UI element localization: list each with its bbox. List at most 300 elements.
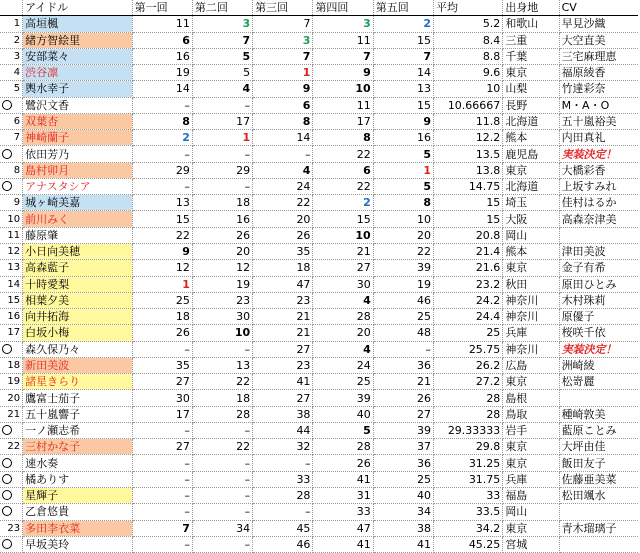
round5-cell[interactable]: 10 [373,211,433,227]
round2-cell[interactable]: 16 [192,211,252,227]
birthplace-cell[interactable]: 島根 [503,390,559,406]
average-cell[interactable]: 14.75 [434,178,503,194]
rank-cell[interactable]: 7 [0,130,23,146]
cv-cell[interactable]: 木村珠莉 [559,292,638,308]
round3-cell[interactable]: 20 [253,211,313,227]
average-cell[interactable]: 31.25 [434,455,503,471]
round2-cell[interactable]: 19 [192,276,252,292]
round3-cell[interactable]: 3 [253,32,313,48]
round4-cell[interactable]: 25 [313,374,373,390]
cv-header[interactable]: CV [559,0,638,16]
rank-cell[interactable]: 19 [0,374,23,390]
round3-cell[interactable]: 7 [253,16,313,32]
idol-name-cell[interactable]: 三村かな子 [23,439,133,455]
round1-cell[interactable]: 27 [132,374,192,390]
round2-cell[interactable]: 5 [192,65,252,81]
round3-cell[interactable]: 47 [253,276,313,292]
table-row[interactable] [0,504,638,520]
idol-name-cell[interactable]: 森久保乃々 [23,341,133,357]
cv-cell[interactable]: 津田美波 [559,243,638,259]
round2-cell[interactable]: 18 [192,195,252,211]
rank-cell[interactable]: 1 [0,16,23,32]
round2-cell[interactable]: 23 [192,292,252,308]
idol-name-cell[interactable]: 速水奏 [23,455,133,471]
round4-cell[interactable]: 6 [313,162,373,178]
round2-cell[interactable]: – [192,471,252,487]
birthplace-cell[interactable]: 山梨 [503,81,559,97]
round1-cell[interactable]: 1 [132,276,192,292]
birthplace-cell[interactable]: 広島 [503,357,559,373]
rank-cell[interactable]: 22 [0,439,23,455]
round5-cell[interactable]: 19 [373,276,433,292]
idol-name-cell[interactable]: 多田李衣菜 [23,520,133,536]
average-cell[interactable]: 28 [434,406,503,422]
idol-name-cell[interactable]: 早坂美玲 [23,536,133,552]
idol-name-cell[interactable]: 高垣楓 [23,16,133,32]
idol-name-cell[interactable]: 渋谷凛 [23,65,133,81]
birthplace-cell[interactable]: 北海道 [503,178,559,194]
birthplace-cell[interactable]: 福島 [503,487,559,503]
rank-cell[interactable]: 2 [0,32,23,48]
cv-cell[interactable] [559,227,638,243]
birthplace-cell[interactable]: 兵庫 [503,325,559,341]
table-row[interactable] [0,276,638,292]
round4-cell[interactable]: 5 [313,422,373,438]
round2-cell[interactable]: 29 [192,162,252,178]
round1-cell[interactable]: – [132,504,192,520]
table-row[interactable] [0,81,638,97]
round1-cell[interactable]: 27 [132,439,192,455]
round1-cell[interactable]: – [132,178,192,194]
round3-cell[interactable]: 28 [253,487,313,503]
birthplace-cell[interactable]: 千葉 [503,48,559,64]
average-cell[interactable]: 15 [434,195,503,211]
average-cell[interactable]: 24.4 [434,309,503,325]
round3-cell[interactable]: 22 [253,195,313,211]
cv-cell[interactable]: 上坂すみれ [559,178,638,194]
rank-cell[interactable] [0,97,23,113]
table-row[interactable] [0,16,638,32]
round5-cell[interactable]: – [373,341,433,357]
round4-cell[interactable]: 47 [313,520,373,536]
round3-cell[interactable]: 27 [253,390,313,406]
table-row[interactable] [0,292,638,308]
round5-header[interactable]: 第五回 [373,0,433,16]
round3-cell[interactable]: 26 [253,227,313,243]
idol-name-cell[interactable]: 神崎蘭子 [23,130,133,146]
round5-cell[interactable]: 8 [373,195,433,211]
idol-name-cell[interactable]: 前川みく [23,211,133,227]
round4-cell[interactable]: 11 [313,97,373,113]
round1-cell[interactable]: 15 [132,211,192,227]
cv-cell[interactable]: 五十嵐裕美 [559,113,638,129]
table-row[interactable] [0,309,638,325]
round2-cell[interactable]: – [192,455,252,471]
round1-cell[interactable]: – [132,422,192,438]
idol-name-cell[interactable]: 星輝子 [23,487,133,503]
rank-cell[interactable]: 4 [0,65,23,81]
table-row[interactable] [0,162,638,178]
cv-cell[interactable]: M・A・O [559,97,638,113]
round1-cell[interactable]: – [132,536,192,552]
round2-cell[interactable]: – [192,146,252,162]
round2-cell[interactable]: – [192,504,252,520]
average-cell[interactable]: 15 [434,211,503,227]
cv-cell[interactable]: 実装決定！ [559,341,638,357]
birthplace-cell[interactable]: 神奈川 [503,309,559,325]
round5-cell[interactable]: 25 [373,309,433,325]
idol-name-cell[interactable]: 依田芳乃 [23,146,133,162]
rank-cell[interactable]: 16 [0,309,23,325]
average-cell[interactable]: 21.4 [434,243,503,259]
rank-cell[interactable]: 20 [0,390,23,406]
rank-header[interactable] [0,0,23,16]
round4-cell[interactable]: 8 [313,130,373,146]
table-row[interactable] [0,195,638,211]
round4-header[interactable]: 第四回 [313,0,373,16]
round5-cell[interactable]: 15 [373,97,433,113]
rank-cell[interactable] [0,536,23,552]
idol-name-cell[interactable]: アナスタシア [23,178,133,194]
round1-cell[interactable]: 16 [132,48,192,64]
round5-cell[interactable]: 46 [373,292,433,308]
rank-cell[interactable] [0,146,23,162]
average-cell[interactable]: 5.2 [434,16,503,32]
cv-cell[interactable]: 佳村はるか [559,195,638,211]
round3-cell[interactable]: 27 [253,341,313,357]
round2-cell[interactable]: – [192,536,252,552]
round3-cell[interactable]: 4 [253,162,313,178]
round5-cell[interactable]: 36 [373,357,433,373]
round3-cell[interactable]: 46 [253,536,313,552]
round3-cell[interactable]: 45 [253,520,313,536]
round3-cell[interactable]: 1 [253,65,313,81]
birthplace-cell[interactable]: 大阪 [503,211,559,227]
rank-cell[interactable]: 8 [0,162,23,178]
round1-cell[interactable]: 6 [132,32,192,48]
rank-cell[interactable]: 17 [0,325,23,341]
birthplace-cell[interactable]: 東京 [503,455,559,471]
birthplace-cell[interactable]: 宮城 [503,536,559,552]
rank-cell[interactable] [0,504,23,520]
round1-cell[interactable]: 29 [132,162,192,178]
table-row[interactable] [0,422,638,438]
round2-cell[interactable]: – [192,422,252,438]
cv-cell[interactable]: 青木瑠璃子 [559,520,638,536]
rank-cell[interactable]: 21 [0,406,23,422]
round4-cell[interactable]: 27 [313,260,373,276]
round2-cell[interactable]: – [192,341,252,357]
round4-cell[interactable]: 7 [313,48,373,64]
cv-cell[interactable] [559,536,638,552]
round1-cell[interactable]: 12 [132,260,192,276]
round5-cell[interactable]: 9 [373,113,433,129]
round3-cell[interactable]: 8 [253,113,313,129]
table-row[interactable] [0,406,638,422]
round2-cell[interactable]: 22 [192,374,252,390]
table-row[interactable] [0,357,638,373]
round1-cell[interactable]: – [132,487,192,503]
idol-name-cell[interactable]: 諸星きらり [23,374,133,390]
cv-cell[interactable]: 種崎敦美 [559,406,638,422]
round4-cell[interactable]: 10 [313,227,373,243]
table-row[interactable] [0,178,638,194]
average-cell[interactable]: 34.2 [434,520,503,536]
round3-cell[interactable]: 44 [253,422,313,438]
idol-name-cell[interactable]: 一ノ瀬志希 [23,422,133,438]
round1-cell[interactable]: 19 [132,65,192,81]
round5-cell[interactable]: 39 [373,260,433,276]
table-row[interactable] [0,65,638,81]
round5-cell[interactable]: 15 [373,32,433,48]
birthplace-cell[interactable]: 埼玉 [503,195,559,211]
cv-cell[interactable]: 松田颯水 [559,487,638,503]
round5-cell[interactable]: 1 [373,162,433,178]
average-cell[interactable]: 33 [434,487,503,503]
rank-cell[interactable] [0,487,23,503]
cv-cell[interactable]: 金子有希 [559,260,638,276]
round5-cell[interactable]: 16 [373,130,433,146]
round5-cell[interactable]: 25 [373,471,433,487]
cv-cell[interactable]: 原田ひとみ [559,276,638,292]
average-cell[interactable]: 27.2 [434,374,503,390]
rank-cell[interactable]: 11 [0,227,23,243]
average-cell[interactable]: 13.8 [434,162,503,178]
rank-cell[interactable]: 12 [0,243,23,259]
round4-cell[interactable]: 41 [313,471,373,487]
cv-cell[interactable]: 竹達彩奈 [559,81,638,97]
birthplace-cell[interactable]: 東京 [503,520,559,536]
round4-cell[interactable]: 26 [313,455,373,471]
round3-cell[interactable]: 24 [253,178,313,194]
round5-cell[interactable]: 22 [373,243,433,259]
cv-cell[interactable]: 松嵜麗 [559,374,638,390]
round4-cell[interactable]: 15 [313,211,373,227]
round1-header[interactable]: 第一回 [132,0,192,16]
round2-cell[interactable]: 12 [192,260,252,276]
average-cell[interactable]: 13.5 [434,146,503,162]
round1-cell[interactable]: 9 [132,243,192,259]
birthplace-cell[interactable]: 鹿児島 [503,146,559,162]
round4-cell[interactable]: 17 [313,113,373,129]
idol-name-cell[interactable]: 白坂小梅 [23,325,133,341]
round1-cell[interactable]: 26 [132,325,192,341]
birthplace-cell[interactable]: 岡山 [503,504,559,520]
idol-name-cell[interactable]: 鷹富士茄子 [23,390,133,406]
birthplace-cell[interactable]: 兵庫 [503,471,559,487]
rank-cell[interactable]: 15 [0,292,23,308]
table-row[interactable] [0,520,638,536]
birthplace-cell[interactable]: 三重 [503,32,559,48]
cv-cell[interactable]: 佐藤亜美菜 [559,471,638,487]
round4-cell[interactable]: 39 [313,390,373,406]
rank-cell[interactable]: 23 [0,520,23,536]
round4-cell[interactable]: 31 [313,487,373,503]
round2-cell[interactable]: – [192,97,252,113]
round5-cell[interactable]: 5 [373,178,433,194]
round2-cell[interactable]: – [192,487,252,503]
average-cell[interactable]: 11.8 [434,113,503,129]
round2-cell[interactable]: 13 [192,357,252,373]
round2-cell[interactable]: 1 [192,130,252,146]
table-row[interactable] [0,536,638,552]
cv-cell[interactable]: 実装決定！ [559,146,638,162]
round5-cell[interactable]: 20 [373,227,433,243]
round3-cell[interactable]: 32 [253,439,313,455]
round4-cell[interactable]: 9 [313,65,373,81]
cv-cell[interactable]: 桜咲千依 [559,325,638,341]
birthplace-cell[interactable]: 神奈川 [503,292,559,308]
round1-cell[interactable]: 8 [132,113,192,129]
average-cell[interactable]: 31.75 [434,471,503,487]
idol-name-cell[interactable]: 五十嵐響子 [23,406,133,422]
cv-cell[interactable]: 福原綾香 [559,65,638,81]
round1-cell[interactable]: 30 [132,390,192,406]
average-cell[interactable]: 25.75 [434,341,503,357]
average-cell[interactable]: 8.4 [434,32,503,48]
rank-cell[interactable]: 13 [0,260,23,276]
round4-cell[interactable]: 40 [313,406,373,422]
round4-cell[interactable]: 21 [313,243,373,259]
average-cell[interactable]: 20.8 [434,227,503,243]
round5-cell[interactable]: 41 [373,536,433,552]
cv-cell[interactable]: 藍原ことみ [559,422,638,438]
table-row[interactable] [0,455,638,471]
rank-cell[interactable] [0,341,23,357]
round1-cell[interactable]: 22 [132,227,192,243]
round4-cell[interactable]: 20 [313,325,373,341]
round5-cell[interactable]: 27 [373,406,433,422]
cv-cell[interactable]: 大空直美 [559,32,638,48]
round3-cell[interactable]: 33 [253,471,313,487]
round5-cell[interactable]: 14 [373,65,433,81]
idol-name-cell[interactable]: 島村卯月 [23,162,133,178]
table-row[interactable] [0,487,638,503]
round2-cell[interactable]: 34 [192,520,252,536]
round2-cell[interactable]: 18 [192,390,252,406]
round1-cell[interactable]: 7 [132,520,192,536]
round1-cell[interactable]: 25 [132,292,192,308]
cv-cell[interactable]: 早見沙織 [559,16,638,32]
round1-cell[interactable]: – [132,97,192,113]
round2-cell[interactable]: 30 [192,309,252,325]
rank-cell[interactable]: 3 [0,48,23,64]
round1-cell[interactable]: 14 [132,81,192,97]
round2-cell[interactable]: 22 [192,439,252,455]
round4-cell[interactable]: 2 [313,195,373,211]
average-cell[interactable]: 8.8 [434,48,503,64]
round5-cell[interactable]: 21 [373,374,433,390]
rank-cell[interactable] [0,471,23,487]
round3-cell[interactable]: – [253,504,313,520]
table-row[interactable] [0,260,638,276]
cv-cell[interactable]: 高森奈津美 [559,211,638,227]
cv-cell[interactable]: 洲崎綾 [559,357,638,373]
round4-cell[interactable]: 11 [313,32,373,48]
round3-cell[interactable]: 14 [253,130,313,146]
round2-cell[interactable]: 7 [192,32,252,48]
round4-cell[interactable]: 10 [313,81,373,97]
round4-cell[interactable]: 22 [313,178,373,194]
round2-cell[interactable]: 17 [192,113,252,129]
round3-cell[interactable]: 21 [253,325,313,341]
average-cell[interactable]: 33.5 [434,504,503,520]
idol-name-cell[interactable]: 相葉夕美 [23,292,133,308]
round2-header[interactable]: 第二回 [192,0,252,16]
idol-name-cell[interactable]: 高森藍子 [23,260,133,276]
round1-cell[interactable]: 13 [132,195,192,211]
idol-header[interactable]: アイドル [23,0,133,16]
table-row[interactable] [0,211,638,227]
table-row[interactable] [0,130,638,146]
cv-cell[interactable]: 大橋彩香 [559,162,638,178]
round3-cell[interactable]: 41 [253,374,313,390]
round4-cell[interactable]: 41 [313,536,373,552]
round1-cell[interactable]: 11 [132,16,192,32]
table-row[interactable] [0,32,638,48]
table-row[interactable] [0,390,638,406]
round3-cell[interactable]: – [253,455,313,471]
round5-cell[interactable]: 26 [373,390,433,406]
round3-cell[interactable]: 38 [253,406,313,422]
table-row[interactable] [0,471,638,487]
average-cell[interactable]: 24.2 [434,292,503,308]
birthplace-cell[interactable]: 長野 [503,97,559,113]
rank-cell[interactable] [0,178,23,194]
round1-cell[interactable]: – [132,146,192,162]
round5-cell[interactable]: 5 [373,146,433,162]
idol-name-cell[interactable]: 安部菜々 [23,48,133,64]
round2-cell[interactable]: 26 [192,227,252,243]
birthplace-cell[interactable]: 熊本 [503,243,559,259]
table-row[interactable] [0,227,638,243]
rank-cell[interactable]: 5 [0,81,23,97]
round5-cell[interactable]: 13 [373,81,433,97]
idol-name-cell[interactable]: 輿水幸子 [23,81,133,97]
birthplace-header[interactable]: 出身地 [503,0,559,16]
round1-cell[interactable]: 17 [132,406,192,422]
rank-cell[interactable]: 14 [0,276,23,292]
cv-cell[interactable]: 三宅麻理恵 [559,48,638,64]
average-cell[interactable]: 9.6 [434,65,503,81]
birthplace-cell[interactable]: 東京 [503,65,559,81]
table-row[interactable] [0,97,638,113]
round4-cell[interactable]: 4 [313,341,373,357]
round4-cell[interactable]: 22 [313,146,373,162]
idol-name-cell[interactable]: 乙倉悠貴 [23,504,133,520]
birthplace-cell[interactable]: 秋田 [503,276,559,292]
rank-cell[interactable]: 10 [0,211,23,227]
idol-name-cell[interactable]: 双葉杏 [23,113,133,129]
table-row[interactable] [0,48,638,64]
idol-name-cell[interactable]: 向井拓海 [23,309,133,325]
round4-cell[interactable]: 3 [313,16,373,32]
birthplace-cell[interactable]: 和歌山 [503,16,559,32]
idol-name-cell[interactable]: 城ヶ崎美嘉 [23,195,133,211]
average-cell[interactable]: 26.2 [434,357,503,373]
round4-cell[interactable]: 24 [313,357,373,373]
birthplace-cell[interactable]: 東京 [503,260,559,276]
round2-cell[interactable]: 28 [192,406,252,422]
round3-cell[interactable]: 23 [253,292,313,308]
rank-cell[interactable]: 6 [0,113,23,129]
average-cell[interactable]: 29.33333 [434,422,503,438]
round3-cell[interactable]: 6 [253,97,313,113]
round2-cell[interactable]: 10 [192,325,252,341]
cv-cell[interactable]: 飯田友子 [559,455,638,471]
round1-cell[interactable]: – [132,341,192,357]
round5-cell[interactable]: 39 [373,422,433,438]
